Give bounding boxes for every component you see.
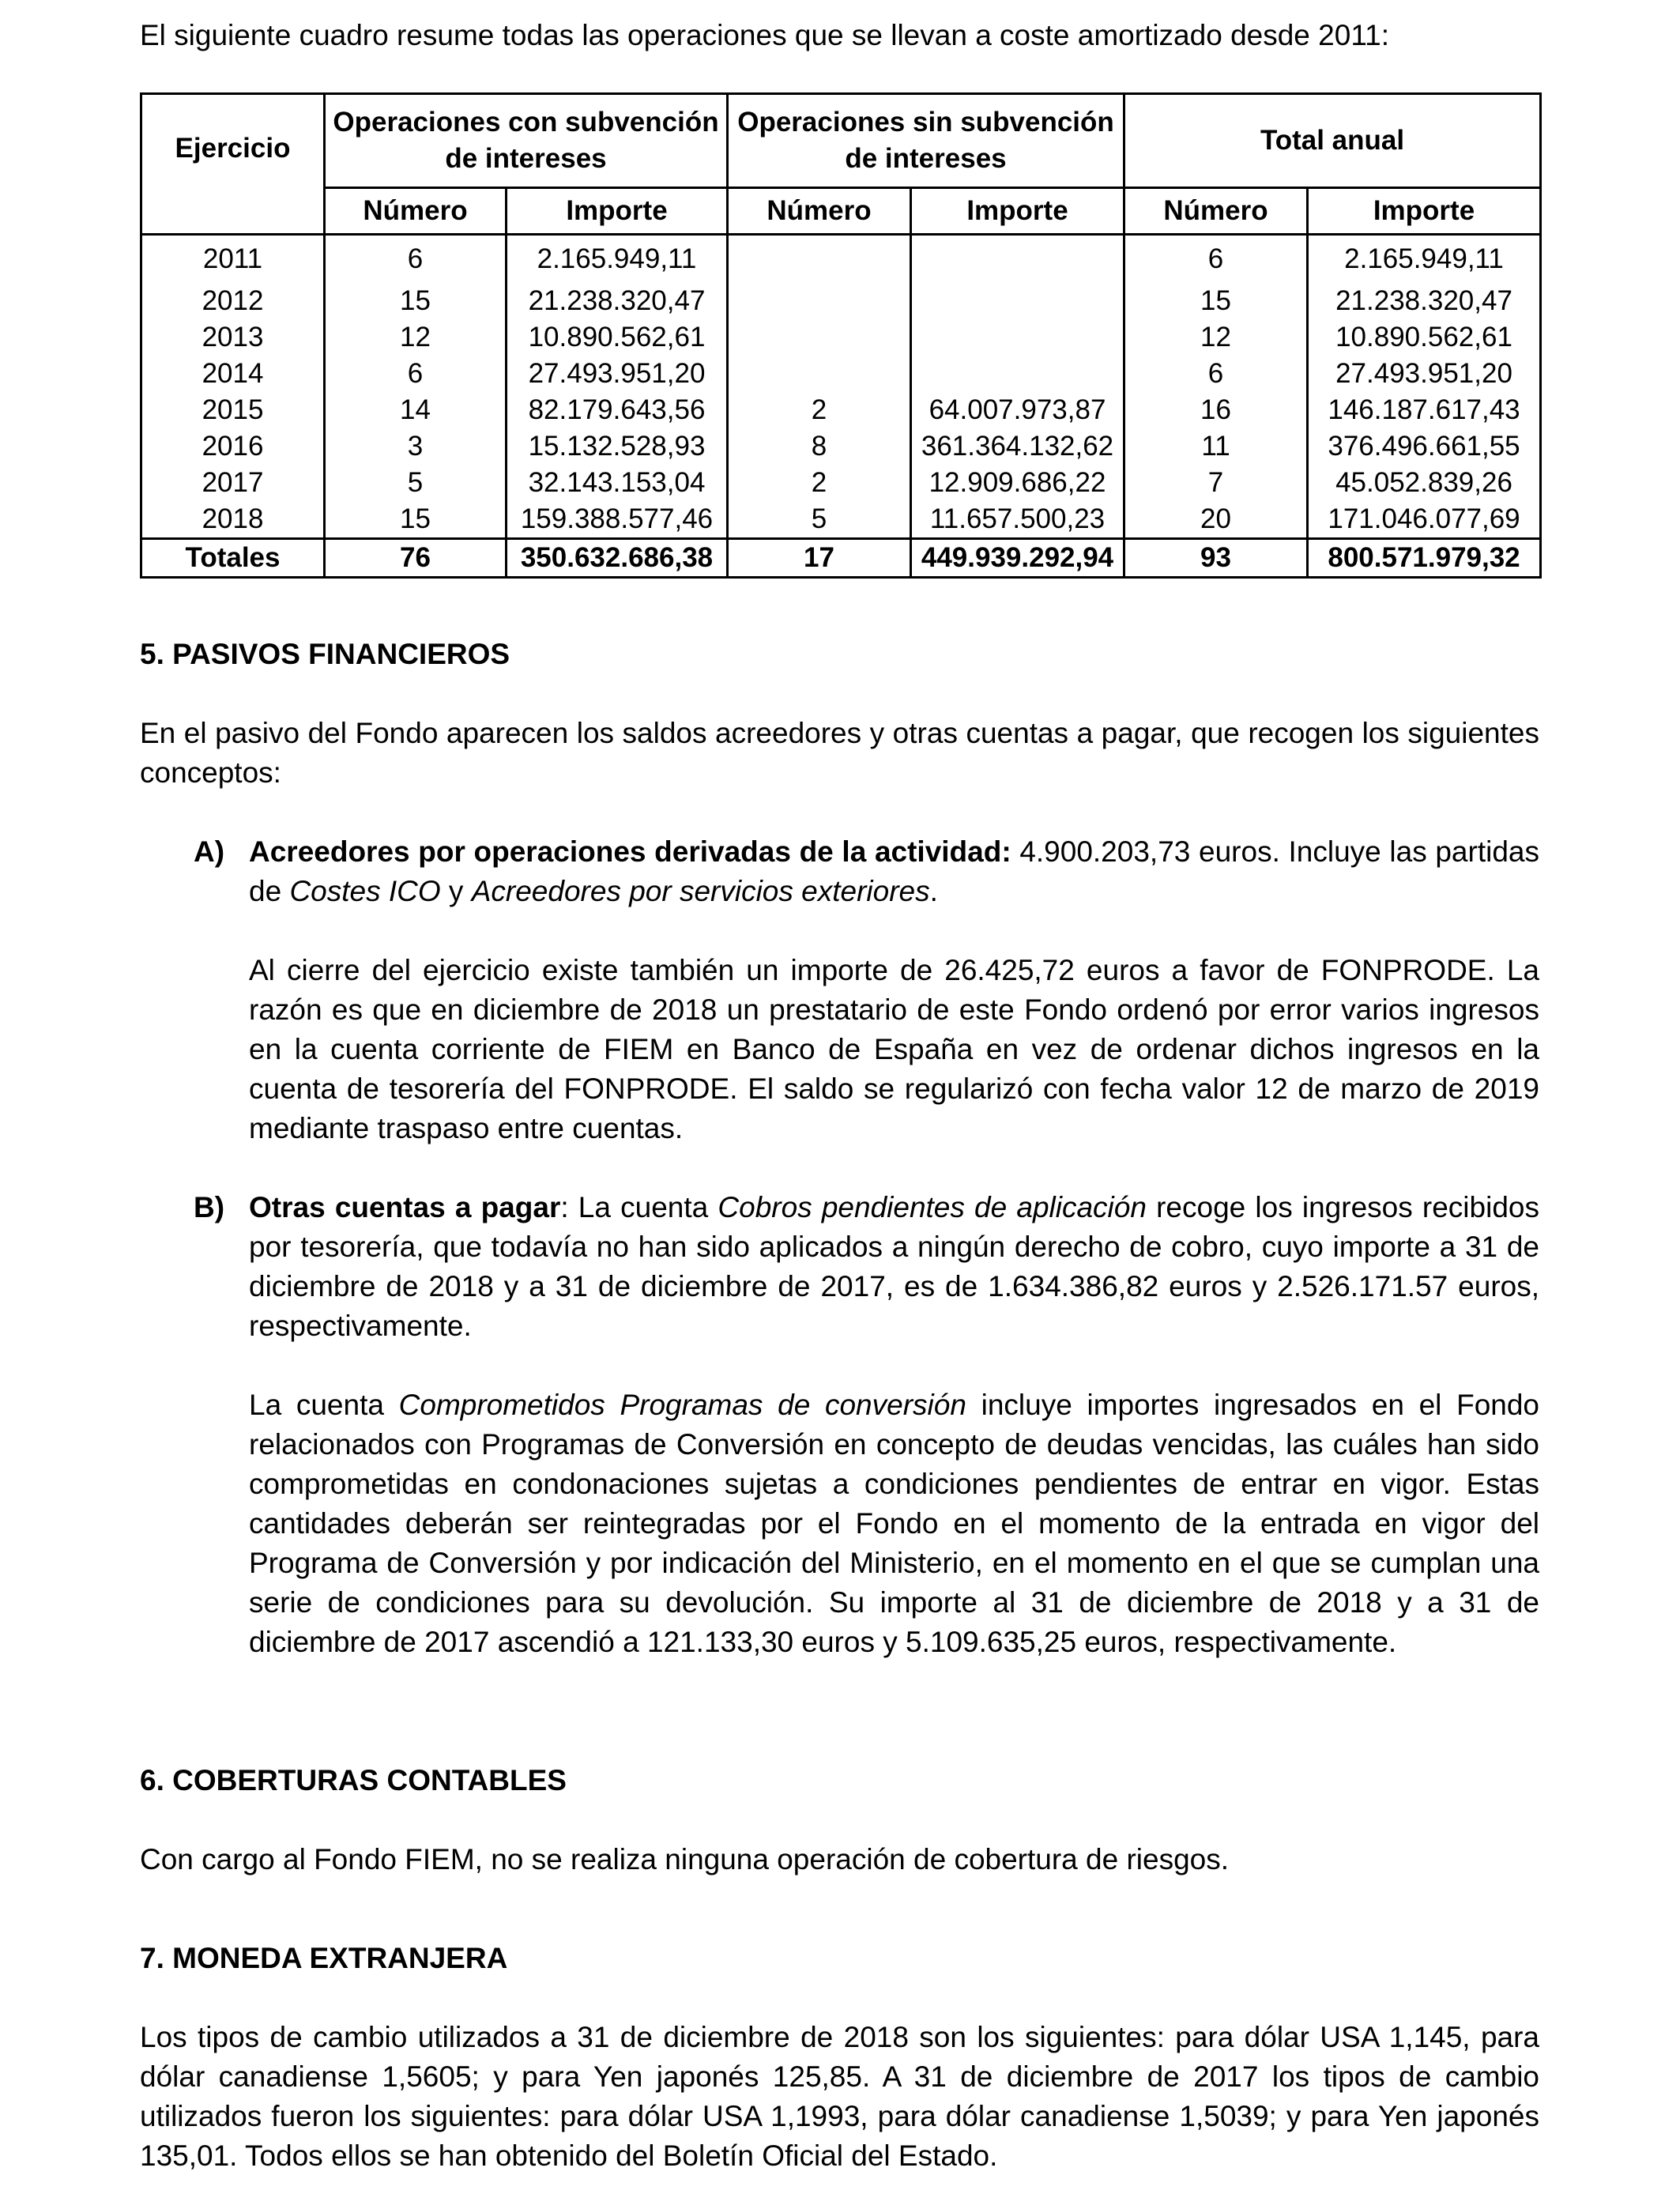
- cell-total-importe: 21.238.320,47: [1308, 283, 1541, 319]
- cell-year: 2017: [141, 465, 325, 501]
- subheader-importe: Importe: [911, 188, 1124, 235]
- totals-sin-numero: 17: [728, 539, 911, 578]
- cell-total-numero: 6: [1124, 356, 1308, 392]
- item-a-italic-costes: Costes ICO: [289, 875, 441, 907]
- cell-total-numero: 11: [1124, 428, 1308, 465]
- cell-sin-importe: 64.007.973,87: [911, 392, 1124, 428]
- table-header-row: [141, 94, 1541, 188]
- item-b2-italic-comprometidos: Comprometidos Programas de conversión: [398, 1389, 966, 1421]
- cell-total-importe: 27.493.951,20: [1308, 356, 1541, 392]
- item-a-text: y: [440, 875, 472, 907]
- table-row: [141, 428, 1541, 465]
- section-5-title: 5. PASIVOS FINANCIEROS: [140, 638, 510, 670]
- table-row: [141, 501, 1541, 539]
- section-5-intro: En el pasivo del Fondo aparecen los saldos acreedores y otras cuentas a pagar, que recogen los siguientes conceptos:: [140, 717, 1539, 789]
- cell-total-numero: 20: [1124, 501, 1308, 539]
- cell-total-numero: 7: [1124, 465, 1308, 501]
- cell-con-numero: 12: [325, 319, 507, 356]
- cell-sin-importe: 12.909.686,22: [911, 465, 1124, 501]
- item-a-second-paragraph: Al cierre del ejercicio existe también un importe de 26.425,72 euros a favor de FONPRODE. La razón es que en diciembre de 2018 un prestatario de este Fondo ordenó por error varios ingresos en la cuenta corriente de FIEM en Banco de España en vez de ordenar dichos ingresos en la cuenta de tesorería del FONPRODE. El saldo se regularizó con fecha valor 12 de marzo de 2019 mediante traspaso entre cuentas.: [249, 954, 1539, 1144]
- table-row: [141, 392, 1541, 428]
- subheader-numero: Número: [1124, 188, 1308, 235]
- totals-total-numero: 93: [1124, 539, 1308, 578]
- cell-sin-numero: 8: [728, 428, 911, 465]
- cell-total-importe: 146.187.617,43: [1308, 392, 1541, 428]
- cell-year: 2014: [141, 356, 325, 392]
- totals-con-numero: 76: [325, 539, 507, 578]
- cell-con-numero: 6: [325, 235, 507, 284]
- item-b-italic-cobros: Cobros pendientes de aplicación: [718, 1191, 1147, 1223]
- item-a-text: .: [929, 875, 938, 907]
- cell-sin-importe: 11.657.500,23: [911, 501, 1124, 539]
- cell-sin-numero: [728, 283, 911, 319]
- cell-year: 2013: [141, 319, 325, 356]
- item-b-text: recoge los ingresos recibidos por tesorería, que todavía no han sido aplicados a ningún derecho de cobro, cuyo importe a 31 de diciembre de 2018 y a 31 de diciembre de 2017, es de 1.634.386,82 euros y 2.526.171.57 euros, respectivamente.: [249, 1191, 1539, 1342]
- cell-sin-importe: [911, 356, 1124, 392]
- totals-con-importe: 350.632.686,38: [507, 539, 728, 578]
- table-row: [141, 283, 1541, 319]
- cell-sin-numero: [728, 319, 911, 356]
- section-6-paragraph: Con cargo al Fondo FIEM, no se realiza ninguna operación de cobertura de riesgos.: [140, 1843, 1230, 1875]
- cell-con-importe: 21.238.320,47: [507, 283, 728, 319]
- cell-total-importe: 2.165.949,11: [1308, 235, 1541, 284]
- cell-total-numero: 15: [1124, 283, 1308, 319]
- cell-sin-importe: [911, 283, 1124, 319]
- intro-paragraph: El siguiente cuadro resume todas las operaciones que se llevan a coste amortizado desde 2011:: [140, 19, 1390, 51]
- cell-con-importe: 159.388.577,46: [507, 501, 728, 539]
- subheader-importe: Importe: [507, 188, 728, 235]
- totals-label: Totales: [141, 539, 325, 578]
- cell-year: 2012: [141, 283, 325, 319]
- totals-total-importe: 800.571.979,32: [1308, 539, 1541, 578]
- cell-total-numero: 6: [1124, 235, 1308, 284]
- table-row: [141, 235, 1541, 284]
- cell-con-numero: 14: [325, 392, 507, 428]
- cell-total-importe: 171.046.077,69: [1308, 501, 1541, 539]
- cell-sin-numero: [728, 235, 911, 284]
- item-b-second-paragraph: [249, 1385, 1539, 1662]
- header-ejercicio: Ejercicio: [141, 94, 325, 235]
- header-con-subvencion: Operaciones con subvención de intereses: [325, 94, 728, 188]
- cell-total-numero: 12: [1124, 319, 1308, 356]
- cell-con-numero: 15: [325, 283, 507, 319]
- item-a-text: 4.900.203,73 euros. Incluye las partidas de: [249, 835, 1539, 907]
- cell-con-numero: 6: [325, 356, 507, 392]
- item-b2-text: incluye importes ingresados en el Fondo relacionados con Programas de Conversión en concepto de deudas vencidas, las cuáles han sido comprometidas en condonaciones sujetas a condiciones pendientes de entrar en vigor. Estas cantidades deberán ser reintegradas por el Fondo en el momento de la entrada en vigor del Programa de Conversión y por indicación del Ministerio, en el momento en el que se cumplan una serie de condiciones para su devolución. Su importe al 31 de diciembre de 2018 y a 31 de diciembre de 2017 ascendió a 121.133,30 euros y 5.109.635,25 euros, respectivamente.: [249, 1389, 1540, 1658]
- item-a-italic-acreedores: Acreedores por servicios exteriores: [471, 875, 930, 907]
- section-6-title: 6. COBERTURAS CONTABLES: [140, 1764, 567, 1796]
- cell-sin-importe: [911, 235, 1124, 284]
- cell-sin-numero: 2: [728, 392, 911, 428]
- cell-sin-importe: [911, 319, 1124, 356]
- subheader-numero: Número: [325, 188, 507, 235]
- totals-sin-importe: 449.939.292,94: [911, 539, 1124, 578]
- cell-sin-numero: 2: [728, 465, 911, 501]
- cell-total-numero: 16: [1124, 392, 1308, 428]
- table-subheader-row: [141, 188, 1541, 235]
- totals-row: [141, 539, 1541, 578]
- cell-con-importe: 82.179.643,56: [507, 392, 728, 428]
- item-b-title: Otras cuentas a pagar: [249, 1191, 561, 1223]
- cell-year: 2015: [141, 392, 325, 428]
- cell-total-importe: 45.052.839,26: [1308, 465, 1541, 501]
- cell-con-importe: 2.165.949,11: [507, 235, 728, 284]
- subheader-importe: Importe: [1308, 188, 1541, 235]
- cell-sin-numero: [728, 356, 911, 392]
- item-a-paragraph: [249, 832, 1539, 911]
- section-7-title: 7. MONEDA EXTRANJERA: [140, 1942, 508, 1974]
- cell-con-numero: 5: [325, 465, 507, 501]
- subheader-numero: Número: [728, 188, 911, 235]
- cell-year: 2011: [141, 235, 325, 284]
- cell-sin-numero: 5: [728, 501, 911, 539]
- cell-total-importe: 10.890.562,61: [1308, 319, 1541, 356]
- cell-con-importe: 15.132.528,93: [507, 428, 728, 465]
- cell-con-importe: 32.143.153,04: [507, 465, 728, 501]
- cell-con-importe: 27.493.951,20: [507, 356, 728, 392]
- cell-con-numero: 15: [325, 501, 507, 539]
- item-a-title: Acreedores por operaciones derivadas de la actividad:: [249, 835, 1011, 868]
- cell-year: 2016: [141, 428, 325, 465]
- header-sin-subvencion: Operaciones sin subvención de intereses: [728, 94, 1124, 188]
- item-b-label: B): [194, 1191, 225, 1223]
- table-row: [141, 465, 1541, 501]
- operations-table: [140, 92, 1542, 579]
- table-row: [141, 356, 1541, 392]
- item-a-label: A): [194, 835, 225, 868]
- section-7-paragraph: Los tipos de cambio utilizados a 31 de diciembre de 2018 son los siguientes: para dólar USA 1,145, para dólar canadiense 1,5605; y para Yen japonés 125,85. A 31 de diciembre de 2017 los tipos de cambio utilizados fueron los siguientes: para dólar USA 1,1993, para dólar canadiense 1,5039; y para Yen japonés 135,01. Todos ellos se han obtenido del Boletín Oficial del Estado.: [140, 2021, 1539, 2172]
- item-b2-text: La cuenta: [249, 1389, 399, 1421]
- cell-con-numero: 3: [325, 428, 507, 465]
- item-b-text: : La cuenta: [560, 1191, 718, 1223]
- cell-total-importe: 376.496.661,55: [1308, 428, 1541, 465]
- cell-sin-importe: 361.364.132,62: [911, 428, 1124, 465]
- header-total-anual: Total anual: [1124, 94, 1541, 188]
- table-row: [141, 319, 1541, 356]
- cell-year: 2018: [141, 501, 325, 539]
- cell-con-importe: 10.890.562,61: [507, 319, 728, 356]
- item-b-paragraph: [249, 1188, 1539, 1346]
